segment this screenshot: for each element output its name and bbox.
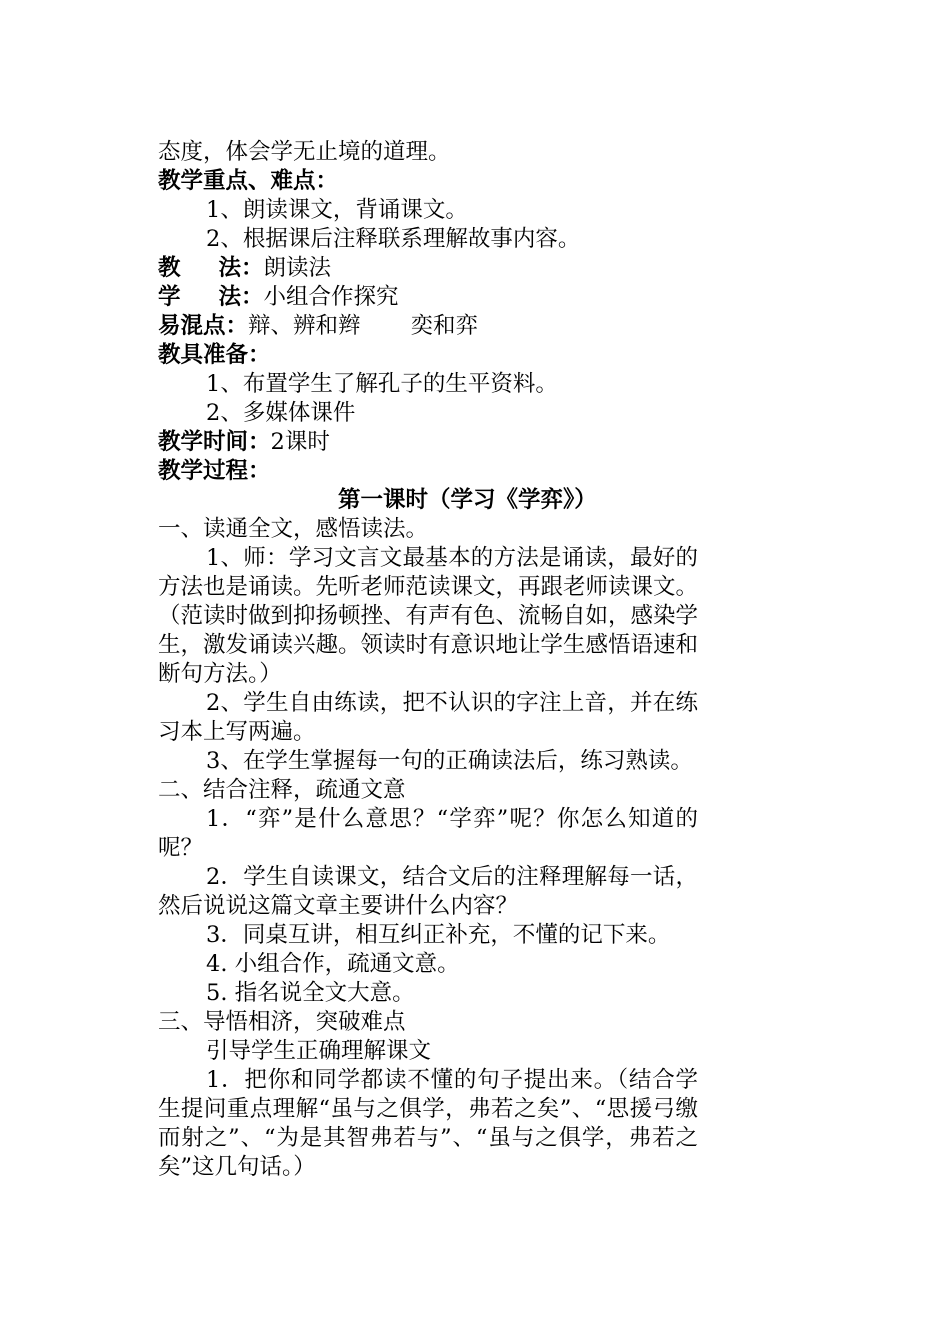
learning-method-value: 小组合作探究 — [263, 284, 399, 310]
learning-method-row — [158, 283, 698, 312]
heading-key-points: 教学重点、难点： — [158, 168, 339, 194]
section-1-title: 一、读通全文，感悟读法。 — [158, 516, 429, 542]
teaching-time-label: 教学时间： — [158, 429, 271, 455]
section-2-paragraph-2: 2．学生自读课文，结合文后的注释理解每一话，然后说说这篇文章主要讲什么内容？ — [158, 864, 698, 919]
confusing-points-value-2: 奕和弈 — [410, 313, 479, 339]
section-3-subtitle: 引导学生正确理解课文 — [206, 1038, 432, 1064]
section-2-paragraph-3: 3．同桌互讲，相互纠正补充，不懂的记下来。 — [206, 922, 671, 948]
teaching-aid-2: 2、多媒体课件 — [206, 400, 356, 426]
document-page — [158, 138, 698, 1182]
section-1-paragraph-1: 1、师：学习文言文最基本的方法是诵读，最好的方法也是诵读。先听老师范读课文，再跟老师读课文。（范读时做到抑扬顿挫、有声有色、流畅自如，感染学生，激发诵读兴趣。领读时有意识地让学生感悟语速和断句方法。） — [158, 545, 699, 687]
learning-method-label-b: 法： — [218, 284, 264, 310]
heading-teaching-aids: 教具准备： — [158, 342, 271, 368]
confusing-points-label: 易混点： — [158, 313, 249, 339]
key-point-1: 1、朗读课文，背诵课文。 — [206, 197, 468, 223]
section-3-title: 三、导悟相济，突破难点 — [158, 1009, 406, 1035]
section-1-paragraph-2: 2、学生自由练读，把不认识的字注上音，并在练习本上写两遍。 — [158, 690, 698, 745]
section-2-paragraph-1: 1．“弈”是什么意思？“学弈”呢？你怎么知道的呢？ — [158, 806, 698, 861]
section-2-title: 二、结合注释，疏通文意 — [158, 777, 406, 803]
section-3-paragraph-1: 1．把你和同学都读不懂的句子提出来。（结合学生提问重点理解“虽与之俱学，弗若之矣”、“思援弓缴而射之”、“为是其智弗若与”、“虽与之俱学，弗若之矣”这几句话。） — [158, 1067, 698, 1180]
teaching-method-value: 朗读法 — [263, 255, 332, 281]
section-2-paragraph-4: 4. 小组合作，疏通文意。 — [206, 951, 460, 977]
teaching-aid-1: 1、布置学生了解孔子的生平资料。 — [206, 371, 558, 397]
section-1-paragraph-3: 3、在学生掌握每一句的正确读法后，练习熟读。 — [206, 748, 693, 774]
teaching-method-label-a: 教 — [158, 255, 181, 281]
learning-method-label-a: 学 — [158, 284, 181, 310]
confusing-points-value-1: 辩、辨和辫 — [248, 313, 361, 339]
teaching-method-label-b: 法： — [218, 255, 264, 281]
confusing-points-row — [158, 312, 698, 341]
teaching-time-row — [158, 428, 698, 457]
teaching-method-row — [158, 254, 698, 283]
heading-teaching-process: 教学过程： — [158, 458, 271, 484]
lesson-title: 第一课时（学习《学弈》） — [338, 487, 597, 513]
section-2-paragraph-5: 5. 指名说全文大意。 — [206, 980, 415, 1006]
key-point-2: 2、根据课后注释联系理解故事内容。 — [206, 226, 581, 252]
teaching-time-value: 2课时 — [270, 429, 330, 455]
text-line: 态度，体会学无止境的道理。 — [158, 139, 451, 165]
